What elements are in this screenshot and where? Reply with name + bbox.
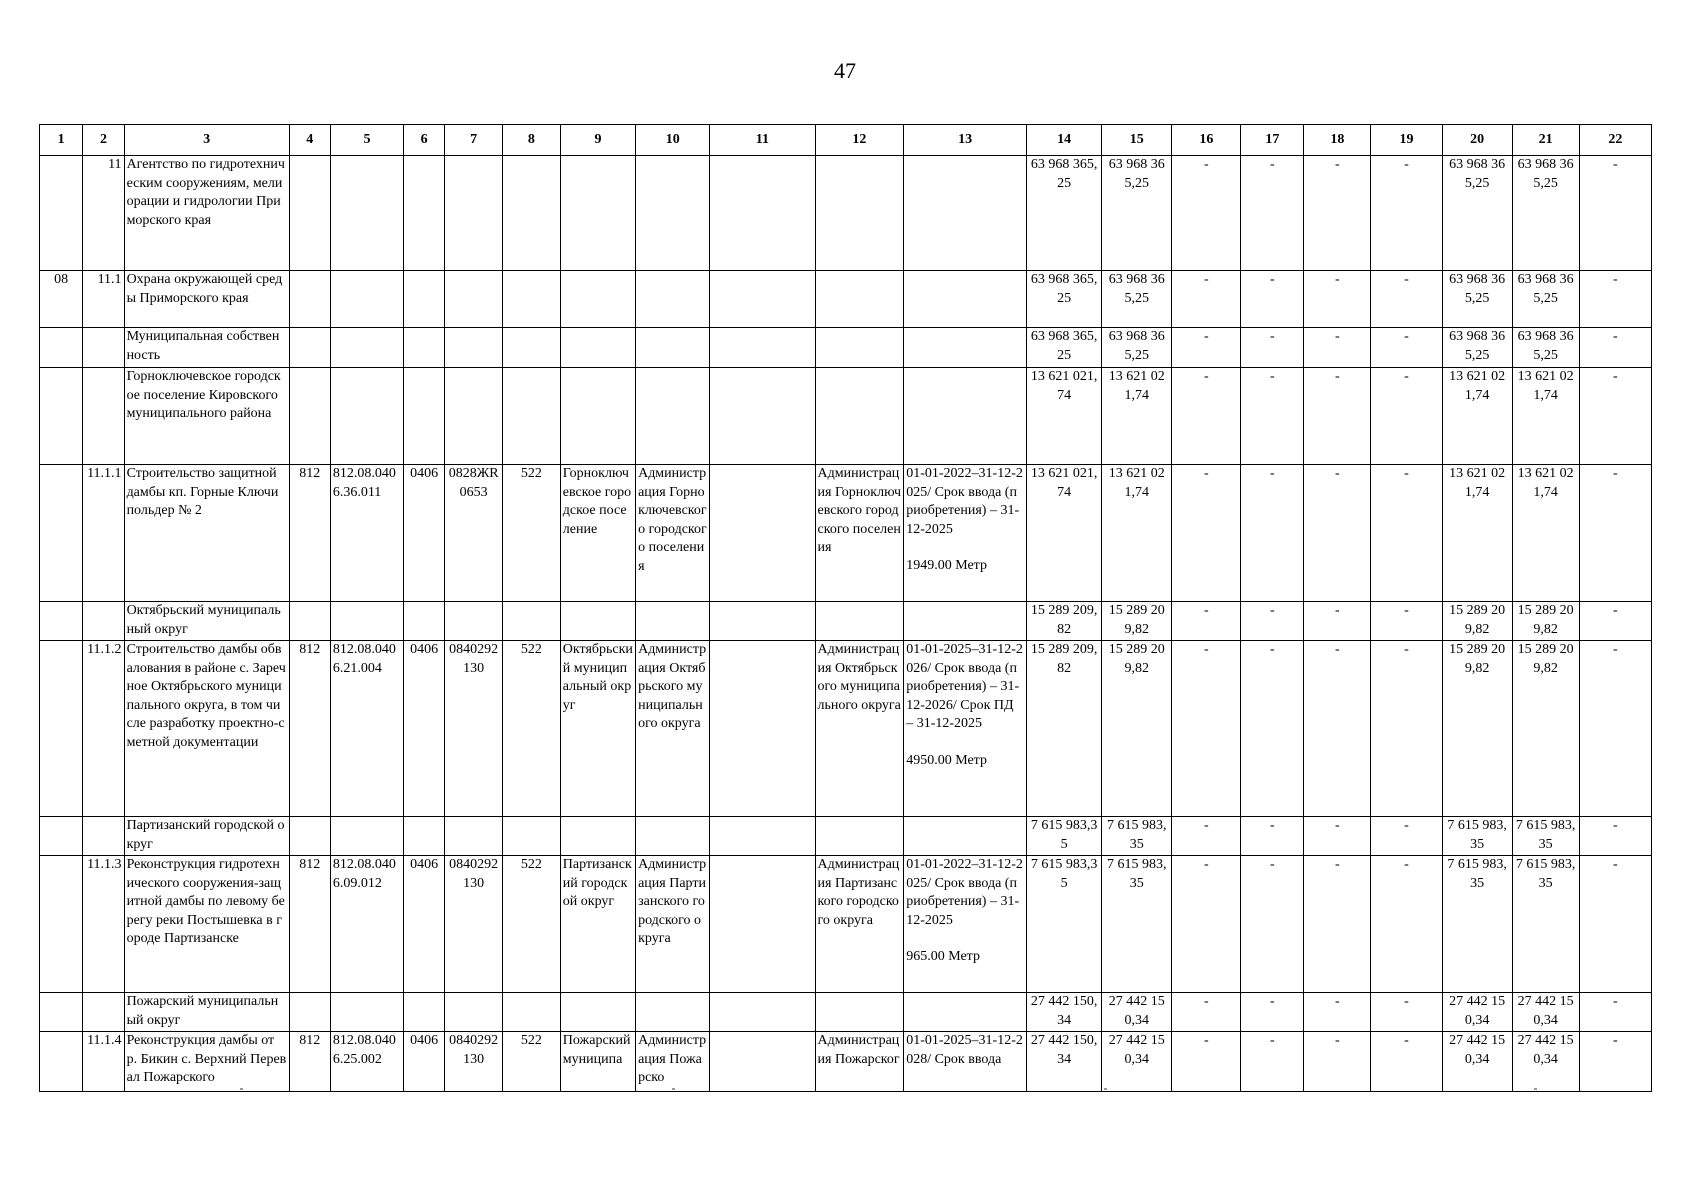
- cell-col-14: 13 621 021,74: [1026, 465, 1101, 602]
- cell-col-22: -: [1579, 602, 1651, 641]
- cell-col-21: 63 968 365,25: [1512, 156, 1579, 271]
- cell-col-17: -: [1241, 641, 1304, 817]
- cell-col-5: [330, 602, 403, 641]
- cell-col-10: Администрация Октябрьского муниципального округа: [636, 641, 710, 817]
- cell-col-6: [404, 817, 445, 856]
- cell-col-16: -: [1172, 1032, 1241, 1092]
- column-header: 1: [40, 125, 83, 156]
- cell-col-9: [560, 368, 635, 465]
- cell-col-8: 522: [503, 465, 561, 602]
- column-header: 18: [1304, 125, 1371, 156]
- cell-col-11: [710, 856, 815, 993]
- cell-col-12: [815, 271, 904, 328]
- column-header: 2: [83, 125, 124, 156]
- cell-col-2: 11.1.4: [83, 1032, 124, 1092]
- cell-col-13: [904, 328, 1027, 368]
- cell-col-2: 11.1.2: [83, 641, 124, 817]
- cell-col-18: -: [1304, 465, 1371, 602]
- cell-col-13: [904, 465, 1027, 602]
- cell-col-1: [40, 328, 83, 368]
- cell-col-12: [815, 602, 904, 641]
- column-header: 11: [710, 125, 815, 156]
- cell-col-7: 0828ЖR0653: [445, 465, 503, 602]
- cell-col-17: -: [1241, 856, 1304, 993]
- cell-col-21: 7 615 983,35: [1512, 856, 1579, 993]
- cell-col-1: [40, 602, 83, 641]
- column-header: 8: [503, 125, 561, 156]
- table-row: [40, 856, 1652, 993]
- cell-col-17: -: [1241, 465, 1304, 602]
- cell-col-14: 63 968 365,25: [1026, 328, 1101, 368]
- cell-col-22: -: [1579, 993, 1651, 1032]
- period-text: 01-01-2022–31-12-2025/ Срок ввода (приобретения) – 31-12-2025: [906, 857, 1023, 928]
- cell-col-14: 13 621 021,74: [1026, 368, 1101, 465]
- table-row: [40, 1032, 1652, 1092]
- cell-col-1: [40, 1032, 83, 1092]
- cell-col-18: -: [1304, 1032, 1371, 1092]
- cell-col-21: 15 289 209,82: [1512, 602, 1579, 641]
- cell-col-9: Горноключевское городское поселение: [560, 465, 635, 602]
- cell-col-17: -: [1241, 817, 1304, 856]
- cell-col-15: 13 621 021,74: [1102, 465, 1172, 602]
- cell-col-7: 0840292130: [445, 856, 503, 993]
- cell-col-4: [289, 368, 330, 465]
- cell-col-4: 812: [289, 1032, 330, 1092]
- cell-col-22: -: [1579, 328, 1651, 368]
- cell-col-6: [404, 993, 445, 1032]
- cell-col-19: -: [1371, 817, 1442, 856]
- cell-col-17: -: [1241, 271, 1304, 328]
- cell-col-12: Администрация Партизанского городского округа: [815, 856, 904, 993]
- header-row: [40, 125, 1652, 156]
- cell-col-7: [445, 993, 503, 1032]
- cell-col-16: -: [1172, 328, 1241, 368]
- cell-col-4: 812: [289, 465, 330, 602]
- cell-col-1: [40, 993, 83, 1032]
- column-header: 21: [1512, 125, 1579, 156]
- column-header: 12: [815, 125, 904, 156]
- cell-col-20: 7 615 983,35: [1442, 856, 1512, 993]
- cell-col-6: [404, 328, 445, 368]
- cell-col-10: [636, 817, 710, 856]
- cell-col-9: [560, 156, 635, 271]
- cell-col-3: Пожарский муниципальный округ: [124, 993, 289, 1032]
- cell-col-8: [503, 156, 561, 271]
- cell-col-20: 15 289 209,82: [1442, 641, 1512, 817]
- cell-col-1: [40, 368, 83, 465]
- cell-col-15: 63 968 365,25: [1102, 271, 1172, 328]
- cell-col-3: Горноключевское городское поселение Кировского муниципального района: [124, 368, 289, 465]
- cell-col-8: [503, 271, 561, 328]
- cell-col-18: -: [1304, 817, 1371, 856]
- cell-col-22: -: [1579, 271, 1651, 328]
- cell-col-4: [289, 156, 330, 271]
- column-header: 20: [1442, 125, 1512, 156]
- cell-col-4: [289, 817, 330, 856]
- cell-col-5: 812.08.0406.09.012: [330, 856, 403, 993]
- cell-col-18: -: [1304, 602, 1371, 641]
- cell-col-12: [815, 156, 904, 271]
- cell-col-7: [445, 156, 503, 271]
- cell-col-9: [560, 328, 635, 368]
- cell-col-19: -: [1371, 271, 1442, 328]
- cell-col-11: [710, 1032, 815, 1092]
- cell-col-8: [503, 602, 561, 641]
- cell-col-21: 27 442 150,34: [1512, 993, 1579, 1032]
- cell-col-14: 7 615 983,35: [1026, 817, 1101, 856]
- cell-col-13: [904, 856, 1027, 993]
- cell-col-17: -: [1241, 1032, 1304, 1092]
- cell-col-22: -: [1579, 465, 1651, 602]
- cell-col-6: 0406: [404, 641, 445, 817]
- cell-col-8: 522: [503, 641, 561, 817]
- cell-col-17: -: [1241, 368, 1304, 465]
- cell-col-11: [710, 465, 815, 602]
- cell-col-16: -: [1172, 817, 1241, 856]
- cell-col-18: -: [1304, 328, 1371, 368]
- cell-col-5: 812.08.0406.36.011: [330, 465, 403, 602]
- cell-col-10: Администрация Горноключевского городского поселения: [636, 465, 710, 602]
- cell-col-6: [404, 156, 445, 271]
- cell-col-13: [904, 368, 1027, 465]
- cell-col-2: [83, 817, 124, 856]
- cell-col-8: [503, 993, 561, 1032]
- cell-col-11: [710, 641, 815, 817]
- cell-col-4: [289, 602, 330, 641]
- cell-col-12: [815, 368, 904, 465]
- column-header: 22: [1579, 125, 1651, 156]
- cell-col-2: 11.1.3: [83, 856, 124, 993]
- cell-col-6: [404, 602, 445, 641]
- cell-col-15: 7 615 983,35: [1102, 856, 1172, 993]
- cell-col-16: -: [1172, 368, 1241, 465]
- page-number: 47: [834, 58, 856, 83]
- cell-col-7: 0840292130: [445, 1032, 503, 1092]
- cell-col-12: [815, 817, 904, 856]
- cell-col-19: -: [1371, 602, 1442, 641]
- cell-col-9: [560, 817, 635, 856]
- cell-col-12: [815, 993, 904, 1032]
- cell-col-5: [330, 156, 403, 271]
- cell-col-1: [40, 641, 83, 817]
- cell-col-21: 27 442 150,34: [1512, 1032, 1579, 1092]
- capacity-text: 4950.00 Метр: [906, 752, 987, 768]
- cell-col-2: [83, 328, 124, 368]
- cell-col-18: -: [1304, 993, 1371, 1032]
- cell-col-15: 15 289 209,82: [1102, 602, 1172, 641]
- cell-col-8: [503, 368, 561, 465]
- cell-col-14: 63 968 365,25: [1026, 271, 1101, 328]
- scan-marks: [0, 1088, 1690, 1094]
- period-text: 01-01-2022–31-12-2025/ Срок ввода (приобретения) – 31-12-2025: [906, 466, 1023, 537]
- budget-table: [39, 124, 1652, 1092]
- cell-col-18: -: [1304, 368, 1371, 465]
- cell-col-6: 0406: [404, 465, 445, 602]
- table-row: [40, 465, 1652, 602]
- cell-col-1: 08: [40, 271, 83, 328]
- cell-col-5: [330, 817, 403, 856]
- cell-col-10: [636, 328, 710, 368]
- cell-col-14: 15 289 209,82: [1026, 602, 1101, 641]
- cell-col-8: [503, 328, 561, 368]
- cell-col-10: [636, 368, 710, 465]
- cell-col-20: 63 968 365,25: [1442, 156, 1512, 271]
- column-header: 9: [560, 125, 635, 156]
- cell-col-15: 15 289 209,82: [1102, 641, 1172, 817]
- table-row: [40, 368, 1652, 465]
- cell-col-2: 11.1.1: [83, 465, 124, 602]
- capacity-text: 1949.00 Метр: [906, 558, 987, 573]
- cell-col-11: [710, 602, 815, 641]
- cell-col-10: [636, 993, 710, 1032]
- cell-col-15: 7 615 983,35: [1102, 817, 1172, 856]
- table-row: [40, 328, 1652, 368]
- cell-col-4: 812: [289, 856, 330, 993]
- cell-col-13: [904, 602, 1027, 641]
- cell-col-19: -: [1371, 465, 1442, 602]
- cell-col-3: Охрана окружающей среды Приморского края: [124, 271, 289, 328]
- cell-col-19: -: [1371, 368, 1442, 465]
- cell-col-20: 13 621 021,74: [1442, 465, 1512, 602]
- cell-col-2: [83, 368, 124, 465]
- cell-col-4: [289, 328, 330, 368]
- cell-col-9: Пожарский муниципа: [560, 1032, 635, 1092]
- cell-col-21: 15 289 209,82: [1512, 641, 1579, 817]
- table-row: [40, 156, 1652, 271]
- cell-col-13: [904, 641, 1027, 817]
- cell-col-3: Строительство защитной дамбы кп. Горные Ключи польдер № 2: [124, 465, 289, 602]
- cell-col-10: [636, 271, 710, 328]
- cell-col-3: Муниципальная собственность: [124, 328, 289, 368]
- cell-col-21: 63 968 365,25: [1512, 271, 1579, 328]
- cell-col-11: [710, 993, 815, 1032]
- cell-col-4: [289, 993, 330, 1032]
- column-header: 3: [124, 125, 289, 156]
- cell-col-20: 27 442 150,34: [1442, 1032, 1512, 1092]
- cell-col-6: [404, 271, 445, 328]
- capacity-text: 965.00 Метр: [906, 949, 980, 964]
- cell-col-3: Реконструкция дамбы от р. Бикин с. Верхний Перевал Пожарского: [124, 1032, 289, 1092]
- cell-col-13: [904, 156, 1027, 271]
- cell-col-6: [404, 368, 445, 465]
- cell-col-13: [904, 993, 1027, 1032]
- cell-col-6: 0406: [404, 1032, 445, 1092]
- column-header: 4: [289, 125, 330, 156]
- cell-col-10: Администрация Пожарско: [636, 1032, 710, 1092]
- cell-col-17: -: [1241, 993, 1304, 1032]
- cell-col-7: [445, 271, 503, 328]
- cell-col-14: 15 289 209,82: [1026, 641, 1101, 817]
- cell-col-12: [815, 328, 904, 368]
- cell-col-18: -: [1304, 856, 1371, 993]
- cell-col-22: -: [1579, 856, 1651, 993]
- cell-col-9: [560, 271, 635, 328]
- cell-col-15: 63 968 365,25: [1102, 328, 1172, 368]
- cell-col-22: -: [1579, 1032, 1651, 1092]
- cell-col-20: 7 615 983,35: [1442, 817, 1512, 856]
- cell-col-20: 13 621 021,74: [1442, 368, 1512, 465]
- cell-col-16: -: [1172, 993, 1241, 1032]
- cell-col-15: 63 968 365,25: [1102, 156, 1172, 271]
- cell-col-2: 11.1: [83, 271, 124, 328]
- cell-col-1: [40, 856, 83, 993]
- cell-col-13: 01-01-2025–31-12-2028/ Срок ввода: [904, 1032, 1027, 1092]
- cell-col-5: [330, 271, 403, 328]
- column-header: 15: [1102, 125, 1172, 156]
- cell-col-5: [330, 368, 403, 465]
- cell-col-8: [503, 817, 561, 856]
- cell-col-18: -: [1304, 641, 1371, 817]
- cell-col-16: -: [1172, 641, 1241, 817]
- period-text: 01-01-2025–31-12-2026/ Срок ввода (приобретения) – 31-12-2026/ Срок ПД – 31-12-2025: [906, 642, 1023, 731]
- cell-col-19: -: [1371, 993, 1442, 1032]
- cell-col-19: -: [1371, 856, 1442, 993]
- cell-col-10: [636, 156, 710, 271]
- cell-col-10: [636, 602, 710, 641]
- column-header: 6: [404, 125, 445, 156]
- cell-col-15: 27 442 150,34: [1102, 993, 1172, 1032]
- cell-col-9: [560, 602, 635, 641]
- cell-col-21: 13 621 021,74: [1512, 465, 1579, 602]
- cell-col-20: 15 289 209,82: [1442, 602, 1512, 641]
- cell-col-13: [904, 271, 1027, 328]
- table-row: [40, 993, 1652, 1032]
- cell-col-7: [445, 328, 503, 368]
- column-header: 5: [330, 125, 403, 156]
- cell-col-17: -: [1241, 156, 1304, 271]
- cell-col-12: Администрация Пожарског: [815, 1032, 904, 1092]
- cell-col-8: 522: [503, 1032, 561, 1092]
- cell-col-10: Администрация Партизанского городского округа: [636, 856, 710, 993]
- cell-col-18: -: [1304, 271, 1371, 328]
- cell-col-7: [445, 602, 503, 641]
- cell-col-15: 13 621 021,74: [1102, 368, 1172, 465]
- table-row: [40, 602, 1652, 641]
- column-header: 16: [1172, 125, 1241, 156]
- column-header: 10: [636, 125, 710, 156]
- cell-col-16: -: [1172, 156, 1241, 271]
- cell-col-20: 63 968 365,25: [1442, 328, 1512, 368]
- cell-col-1: [40, 465, 83, 602]
- cell-col-4: [289, 271, 330, 328]
- table-row: [40, 641, 1652, 817]
- column-header: 19: [1371, 125, 1442, 156]
- cell-col-16: -: [1172, 856, 1241, 993]
- cell-col-11: [710, 156, 815, 271]
- cell-col-11: [710, 368, 815, 465]
- cell-col-7: 0840292130: [445, 641, 503, 817]
- cell-col-2: [83, 993, 124, 1032]
- cell-col-2: 11: [83, 156, 124, 271]
- cell-col-13: [904, 817, 1027, 856]
- cell-col-9: [560, 993, 635, 1032]
- cell-col-15: 27 442 150,34: [1102, 1032, 1172, 1092]
- cell-col-16: -: [1172, 271, 1241, 328]
- cell-col-11: [710, 271, 815, 328]
- cell-col-22: -: [1579, 641, 1651, 817]
- column-header: 13: [904, 125, 1027, 156]
- cell-col-19: -: [1371, 1032, 1442, 1092]
- cell-col-7: [445, 368, 503, 465]
- cell-col-9: Октябрьский муниципальный округ: [560, 641, 635, 817]
- column-header: 14: [1026, 125, 1101, 156]
- cell-col-4: 812: [289, 641, 330, 817]
- cell-col-2: [83, 602, 124, 641]
- cell-col-22: -: [1579, 156, 1651, 271]
- cell-col-12: Администрация Горноключевского городского поселения: [815, 465, 904, 602]
- cell-col-11: [710, 817, 815, 856]
- cell-col-22: -: [1579, 817, 1651, 856]
- cell-col-19: -: [1371, 328, 1442, 368]
- cell-col-3: Октябрьский муниципальный округ: [124, 602, 289, 641]
- cell-col-3: Агентство по гидротехническим сооружениям, мелиорации и гидрологии Приморского края: [124, 156, 289, 271]
- cell-col-5: 812.08.0406.21.004: [330, 641, 403, 817]
- cell-col-1: [40, 817, 83, 856]
- column-header: 7: [445, 125, 503, 156]
- cell-col-14: 27 442 150,34: [1026, 1032, 1101, 1092]
- cell-col-20: 27 442 150,34: [1442, 993, 1512, 1032]
- cell-col-7: [445, 817, 503, 856]
- cell-col-11: [710, 328, 815, 368]
- cell-col-20: 63 968 365,25: [1442, 271, 1512, 328]
- cell-col-19: -: [1371, 156, 1442, 271]
- cell-col-3: Партизанский городской округ: [124, 817, 289, 856]
- cell-col-19: -: [1371, 641, 1442, 817]
- cell-col-16: -: [1172, 602, 1241, 641]
- cell-col-5: 812.08.0406.25.002: [330, 1032, 403, 1092]
- cell-col-16: -: [1172, 465, 1241, 602]
- cell-col-21: 63 968 365,25: [1512, 328, 1579, 368]
- cell-col-17: -: [1241, 328, 1304, 368]
- cell-col-8: 522: [503, 856, 561, 993]
- cell-col-18: -: [1304, 156, 1371, 271]
- cell-col-6: 0406: [404, 856, 445, 993]
- cell-col-14: 7 615 983,35: [1026, 856, 1101, 993]
- cell-col-21: 13 621 021,74: [1512, 368, 1579, 465]
- cell-col-1: [40, 156, 83, 271]
- cell-col-21: 7 615 983,35: [1512, 817, 1579, 856]
- cell-col-14: 27 442 150,34: [1026, 993, 1101, 1032]
- table-row: [40, 817, 1652, 856]
- cell-col-5: [330, 328, 403, 368]
- cell-col-12: Администрация Октябрьского муниципального округа: [815, 641, 904, 817]
- cell-col-9: Партизанский городской округ: [560, 856, 635, 993]
- cell-col-17: -: [1241, 602, 1304, 641]
- cell-col-22: -: [1579, 368, 1651, 465]
- table-body: [40, 156, 1652, 1092]
- column-header: 17: [1241, 125, 1304, 156]
- cell-col-3: Строительство дамбы обвалования в районе с. Заречное Октябрьского муниципального округа, в том числе разработку проектно-сметной документации: [124, 641, 289, 817]
- table-row: [40, 271, 1652, 328]
- cell-col-5: [330, 993, 403, 1032]
- cell-col-3: Реконструкция гидротехнического сооружения-защитной дамбы по левому берегу реки Постышевка в городе Партизанске: [124, 856, 289, 993]
- cell-col-14: 63 968 365,25: [1026, 156, 1101, 271]
